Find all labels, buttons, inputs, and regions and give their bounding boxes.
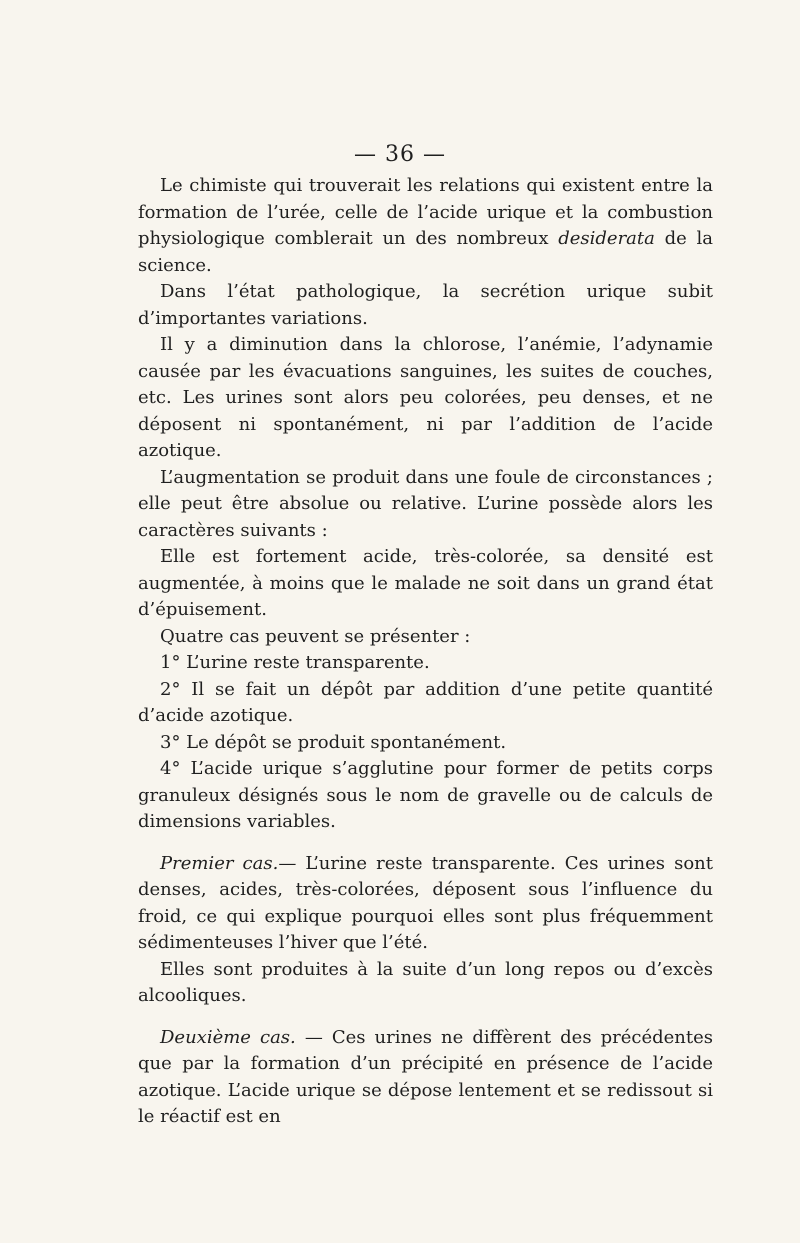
paragraph-p13-text: — Ces urines ne diffèrent des précédentes que par la formation d’un précipité en présence de l’acide azotique. L’acide urique se dépose lentement et se redissout si le réactif est en [138,1026,714,1127]
paragraph-p11 [138,851,713,957]
case-heading-deuxieme: Deuxième cas. [160,1026,296,1048]
paragraph-p4: L’augmentation se produit dans une foule de circonstances ; elle peut être absolue ou relative. L’urine possède alors les caractères suivants : [138,466,713,541]
paragraph-p2: Dans l’état pathologique, la secrétion urique subit d’importantes variations. [138,281,713,329]
paragraph-p5: Elle est fortement acide, très-colorée, sa densité est augmentée, à moins que le malade ne soit dans un grand état d’épuisement. [138,546,713,620]
paragraph-p3: Il y a diminution dans la chlorose, l’anémie, l’adynamie causée par les évacuations sanguines, les suites de couches, etc. Les urines sont alors peu colorées, peu denses, et ne déposent ni spontanément, ni par l’addition de l’acide azotique. [138,334,713,461]
paragraph-p12: Elles sont produites à la suite d’un long repos ou d’excès alcooliques. [138,958,713,1006]
paragraph-p1: Le chimiste qui trouverait les relations qui existent entre la formation de l’urée, celle de l’acide urique et la combustion physiologique comblerait un des nombreux desiderata de la science. [138,175,713,276]
paragraph-p11-text: — L’urine reste transparente. Ces urines sont denses, acides, très-colorées, déposent sous l’influence du froid, ce qui explique pourquoi elles sont plus fréquemment sédimenteuses l’hiver que l’été. [138,852,713,953]
case-heading-premier: Premier cas. [160,852,279,874]
paragraph-p13 [138,1025,713,1131]
body-text [138,173,713,1131]
paragraph-p8: 2° Il se fait un dépôt par addition d’une petite quantité d’acide azotique. [138,678,713,726]
paragraph-p6: Quatre cas peuvent se présenter : [160,625,471,647]
paragraph-p9: 3° Le dépôt se produit spontanément. [160,731,507,753]
paragraph-p7: 1° L’urine reste transparente. [160,652,430,673]
desiderata-term: desiderata [558,228,655,249]
paragraph-p10: 4° L’acide urique s’agglutine pour former de petits corps granuleux désignés sous le nom de gravelle ou de calculs de dimensions variables. [138,758,713,832]
page-number: — 36 — [354,142,446,167]
